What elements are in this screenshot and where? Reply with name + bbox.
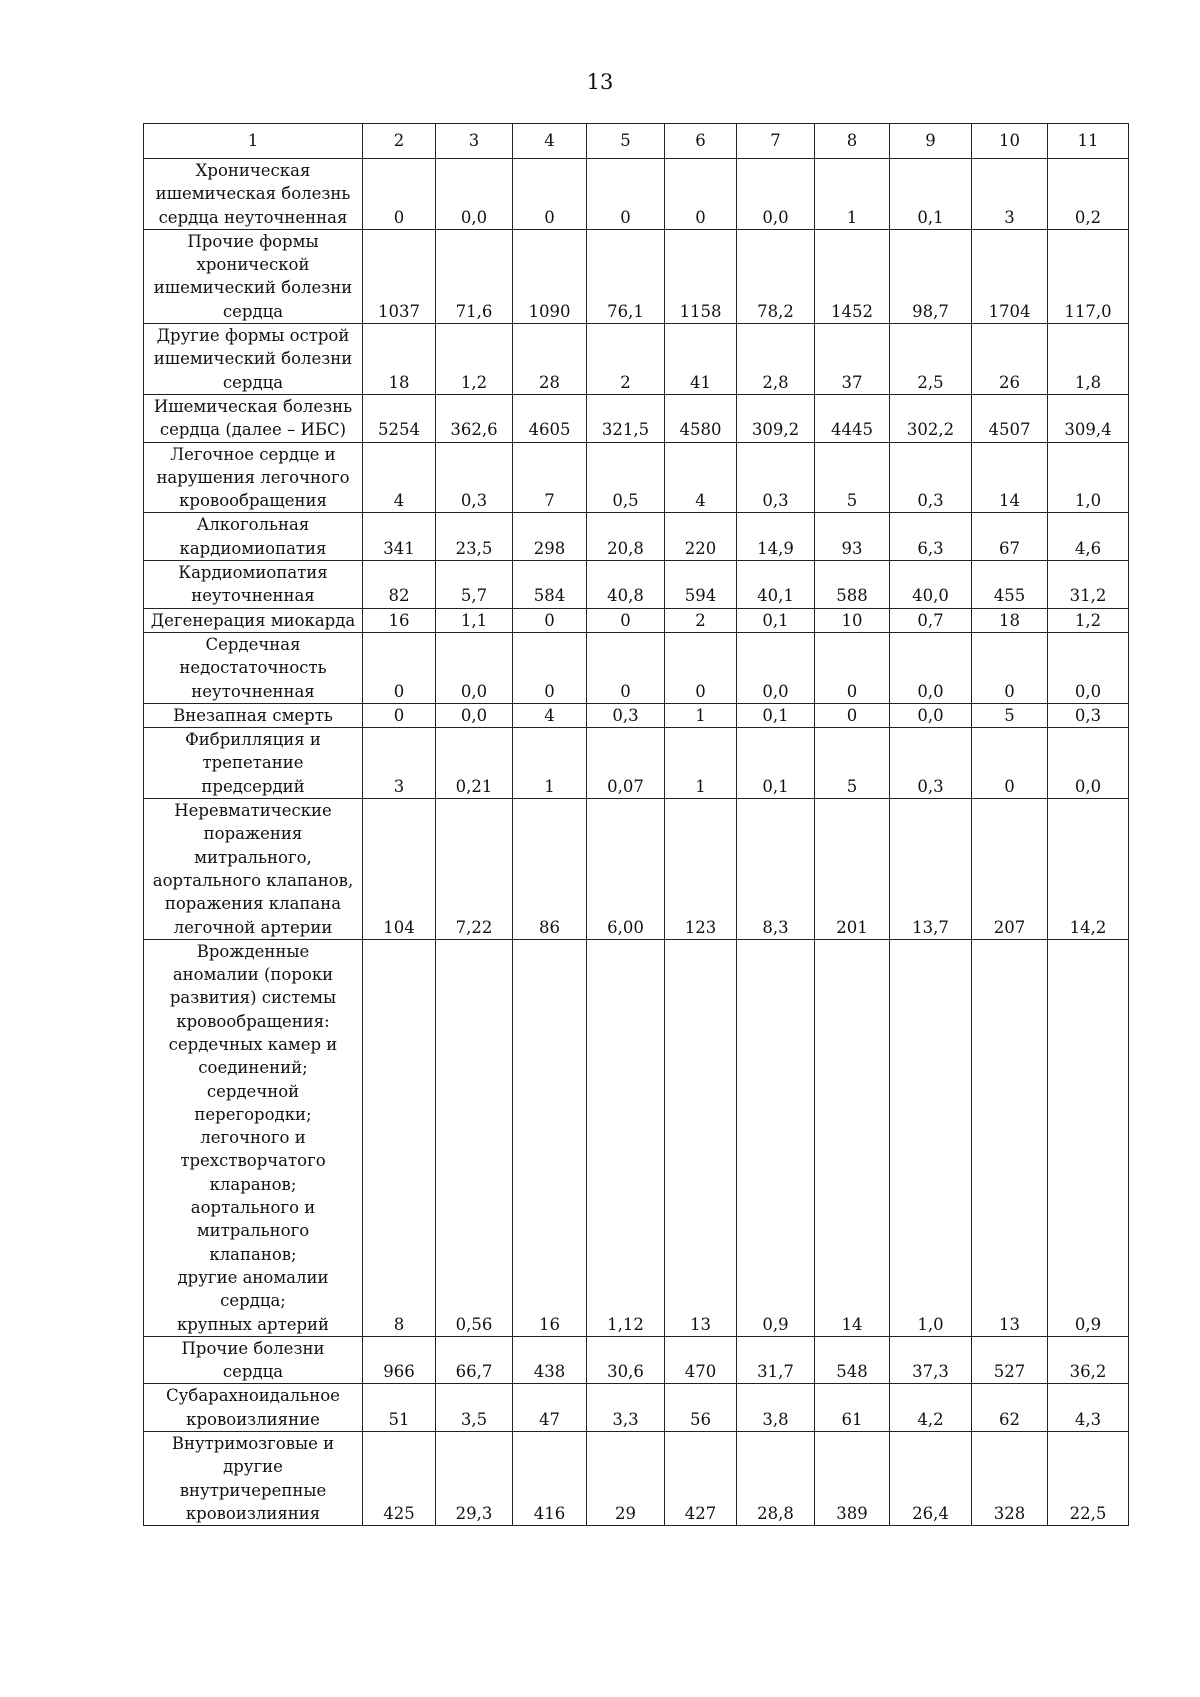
row-label-line: кровоизлияние xyxy=(186,1409,320,1429)
row-label-line: перегородки; xyxy=(194,1104,312,1124)
row-label-line: Хроническая xyxy=(195,161,311,180)
table-cell: 31,7 xyxy=(737,1336,815,1384)
table-cell: 2,5 xyxy=(890,324,972,395)
table-cell: 37 xyxy=(815,324,890,395)
row-label-line: поражения xyxy=(203,824,303,844)
row-label xyxy=(144,1336,363,1384)
column-header: 1 xyxy=(144,124,363,159)
row-label xyxy=(144,394,363,442)
table-cell: 0 xyxy=(587,632,665,703)
row-label-line: легочного и xyxy=(200,1128,306,1148)
table-cell: 3,8 xyxy=(737,1384,815,1432)
table-cell: 0,0 xyxy=(1048,728,1129,799)
row-label-line: Кардиомиопатия xyxy=(178,563,328,583)
table-cell: 23,5 xyxy=(436,513,513,561)
row-label-line: предсердий xyxy=(201,776,305,796)
table-cell: 41 xyxy=(665,324,737,395)
table-cell: 8,3 xyxy=(737,799,815,940)
table-cell: 1 xyxy=(665,703,737,727)
table-cell: 1,0 xyxy=(1048,442,1129,513)
row-label-line: сердечной xyxy=(206,1081,300,1101)
table-cell: 0,1 xyxy=(890,159,972,230)
table-cell: 584 xyxy=(513,561,587,609)
table-cell: 470 xyxy=(665,1336,737,1384)
table-cell: 4 xyxy=(363,442,436,513)
table-cell: 0,3 xyxy=(890,728,972,799)
table-cell: 0,3 xyxy=(1048,703,1129,727)
table-cell: 6,3 xyxy=(890,513,972,561)
table-cell: 16 xyxy=(363,608,436,632)
column-header: 2 xyxy=(363,124,436,159)
table-cell: 0,0 xyxy=(436,703,513,727)
row-label-line: сердца xyxy=(222,301,284,321)
row-label-line: сердца неуточненная xyxy=(158,207,348,227)
row-label-line: другие аномалии xyxy=(177,1267,329,1287)
table-cell: 5 xyxy=(815,728,890,799)
table-cell: 1,8 xyxy=(1048,324,1129,395)
table-cell: 14 xyxy=(815,939,890,1336)
table-row xyxy=(144,703,1129,727)
table-cell: 0 xyxy=(815,632,890,703)
table-cell: 966 xyxy=(363,1336,436,1384)
table-cell: 427 xyxy=(665,1432,737,1526)
table-cell: 7 xyxy=(513,442,587,513)
table-cell: 123 xyxy=(665,799,737,940)
table-cell: 51 xyxy=(363,1384,436,1432)
row-label xyxy=(144,442,363,513)
table-cell: 0,9 xyxy=(1048,939,1129,1336)
row-label-line: ишемическая болезнь xyxy=(155,184,351,204)
table-cell: 0 xyxy=(363,159,436,230)
table-cell: 2 xyxy=(587,324,665,395)
table-row xyxy=(144,394,1129,442)
table-cell: 425 xyxy=(363,1432,436,1526)
column-header: 5 xyxy=(587,124,665,159)
column-header: 6 xyxy=(665,124,737,159)
row-label xyxy=(144,1384,363,1432)
table-cell: 62 xyxy=(972,1384,1048,1432)
table-row xyxy=(144,1432,1129,1526)
row-label xyxy=(144,229,363,323)
table-cell: 28 xyxy=(513,324,587,395)
row-label-line: трехстворчатого xyxy=(180,1151,326,1171)
row-label xyxy=(144,1432,363,1526)
table-cell: 0,0 xyxy=(890,632,972,703)
row-label-line: развития) системы xyxy=(169,988,337,1008)
table-cell: 201 xyxy=(815,799,890,940)
table-cell: 4580 xyxy=(665,394,737,442)
row-label-line: митрального, xyxy=(194,847,312,867)
table-cell: 362,6 xyxy=(436,394,513,442)
row-label-line: Прочие болезни xyxy=(181,1338,325,1358)
row-label-line: Алкогольная xyxy=(196,515,310,535)
table-cell: 0,3 xyxy=(587,703,665,727)
table-cell: 0,7 xyxy=(890,608,972,632)
row-label-line: кардиомиопатия xyxy=(179,538,327,558)
table-row xyxy=(144,159,1129,230)
table-cell: 56 xyxy=(665,1384,737,1432)
row-label-line: ишемический болезни xyxy=(153,278,353,298)
table-cell: 4445 xyxy=(815,394,890,442)
table-cell: 1090 xyxy=(513,229,587,323)
table-row xyxy=(144,561,1129,609)
table-cell: 67 xyxy=(972,513,1048,561)
table-cell: 0,5 xyxy=(587,442,665,513)
table-cell: 3,5 xyxy=(436,1384,513,1432)
table-cell: 98,7 xyxy=(890,229,972,323)
row-label-line: поражения клапана xyxy=(164,894,342,914)
table-cell: 0 xyxy=(513,159,587,230)
row-label-line: ишемический болезни xyxy=(153,349,353,369)
table-cell: 0,0 xyxy=(1048,632,1129,703)
table-cell: 0,2 xyxy=(1048,159,1129,230)
table-cell: 26,4 xyxy=(890,1432,972,1526)
row-label xyxy=(144,799,363,940)
table-cell: 0,56 xyxy=(436,939,513,1336)
row-label-line: клапанов; xyxy=(209,1244,297,1264)
row-label xyxy=(144,159,363,230)
row-label-line: неуточненная xyxy=(191,586,315,606)
table-cell: 4 xyxy=(665,442,737,513)
table-cell: 548 xyxy=(815,1336,890,1384)
table-cell: 18 xyxy=(363,324,436,395)
table-cell: 0,3 xyxy=(890,442,972,513)
table-cell: 4,6 xyxy=(1048,513,1129,561)
row-label xyxy=(144,324,363,395)
column-header: 9 xyxy=(890,124,972,159)
row-label-line: сердца xyxy=(222,372,284,392)
table-cell: 0 xyxy=(363,632,436,703)
table-row xyxy=(144,513,1129,561)
table-cell: 0,3 xyxy=(436,442,513,513)
table-cell: 66,7 xyxy=(436,1336,513,1384)
table-cell: 455 xyxy=(972,561,1048,609)
table-cell: 8 xyxy=(363,939,436,1336)
table-cell: 40,1 xyxy=(737,561,815,609)
statistics-table xyxy=(143,123,1129,1526)
table-cell: 0 xyxy=(363,703,436,727)
table-cell: 0 xyxy=(665,159,737,230)
table-row xyxy=(144,939,1129,1336)
table-cell: 3 xyxy=(972,159,1048,230)
row-label-line: неуточненная xyxy=(191,681,315,701)
table-cell: 341 xyxy=(363,513,436,561)
table-cell: 13,7 xyxy=(890,799,972,940)
table-cell: 0 xyxy=(513,632,587,703)
row-label-line: другие xyxy=(223,1457,283,1477)
table-cell: 309,4 xyxy=(1048,394,1129,442)
page-number: 13 xyxy=(586,70,614,94)
table-cell: 0 xyxy=(587,608,665,632)
table-cell: 220 xyxy=(665,513,737,561)
table-cell: 0 xyxy=(665,632,737,703)
row-label-line: аортального клапанов, xyxy=(152,870,354,890)
row-label-line: Внезапная смерть xyxy=(173,705,333,725)
table-cell: 0 xyxy=(815,703,890,727)
table-cell: 389 xyxy=(815,1432,890,1526)
row-label-line: внутричерепные xyxy=(179,1480,327,1500)
table-cell: 40,0 xyxy=(890,561,972,609)
row-label-line: митрального xyxy=(196,1221,310,1241)
column-header: 7 xyxy=(737,124,815,159)
table-cell: 5254 xyxy=(363,394,436,442)
table-cell: 0,9 xyxy=(737,939,815,1336)
column-header: 10 xyxy=(972,124,1048,159)
table-cell: 4507 xyxy=(972,394,1048,442)
row-label-line: Субарахноидальное xyxy=(166,1386,340,1406)
table-cell: 0,3 xyxy=(737,442,815,513)
table-cell: 36,2 xyxy=(1048,1336,1129,1384)
column-header: 11 xyxy=(1048,124,1129,159)
table-cell: 438 xyxy=(513,1336,587,1384)
table-cell: 0 xyxy=(587,159,665,230)
table-cell: 207 xyxy=(972,799,1048,940)
table-row xyxy=(144,1384,1129,1432)
table-cell: 302,2 xyxy=(890,394,972,442)
header-row xyxy=(144,124,1129,159)
table-cell: 309,2 xyxy=(737,394,815,442)
row-label-line: Дегенерация миокарда xyxy=(150,610,356,630)
table-cell: 1,2 xyxy=(1048,608,1129,632)
table-cell: 1452 xyxy=(815,229,890,323)
table-cell: 29,3 xyxy=(436,1432,513,1526)
table-cell: 82 xyxy=(363,561,436,609)
table-cell: 0,0 xyxy=(890,703,972,727)
table-row xyxy=(144,728,1129,799)
table-cell: 1,2 xyxy=(436,324,513,395)
table-cell: 6,00 xyxy=(587,799,665,940)
row-label-line: кровообращения xyxy=(179,491,327,511)
table-cell: 86 xyxy=(513,799,587,940)
table-cell: 13 xyxy=(972,939,1048,1336)
table-cell: 1037 xyxy=(363,229,436,323)
table-row xyxy=(144,442,1129,513)
table-cell: 0 xyxy=(972,632,1048,703)
row-label-line: Фибрилляция и xyxy=(185,730,321,750)
row-label-line: нарушения легочного xyxy=(156,467,350,487)
table-cell: 76,1 xyxy=(587,229,665,323)
table-cell: 20,8 xyxy=(587,513,665,561)
table-cell: 93 xyxy=(815,513,890,561)
row-label xyxy=(144,561,363,609)
table-cell: 0,0 xyxy=(436,632,513,703)
table-cell: 1 xyxy=(513,728,587,799)
row-label-line: сердца; xyxy=(220,1291,286,1311)
column-header: 8 xyxy=(815,124,890,159)
row-label-line: крупных артерий xyxy=(176,1314,330,1334)
row-label-line: Внутримозговые и xyxy=(171,1434,335,1454)
row-label-line: аномалии (пороки xyxy=(172,965,334,985)
row-label xyxy=(144,632,363,703)
table-cell: 40,8 xyxy=(587,561,665,609)
row-label xyxy=(144,703,363,727)
table-cell: 321,5 xyxy=(587,394,665,442)
table-cell: 1,1 xyxy=(436,608,513,632)
table-cell: 4,2 xyxy=(890,1384,972,1432)
table-cell: 0,1 xyxy=(737,608,815,632)
row-label xyxy=(144,939,363,1336)
table-row xyxy=(144,324,1129,395)
table-cell: 0,21 xyxy=(436,728,513,799)
row-label-line: сердечных камер и xyxy=(168,1034,338,1054)
table-cell: 0,0 xyxy=(737,159,815,230)
row-label-line: недостаточность xyxy=(179,658,327,678)
table-row xyxy=(144,229,1129,323)
table-row xyxy=(144,608,1129,632)
table-cell: 0,1 xyxy=(737,703,815,727)
table-cell: 4,3 xyxy=(1048,1384,1129,1432)
table-cell: 1 xyxy=(815,159,890,230)
row-label xyxy=(144,513,363,561)
row-label-line: сердца (далее – ИБС) xyxy=(159,420,347,440)
table-cell: 71,6 xyxy=(436,229,513,323)
table-cell: 1,12 xyxy=(587,939,665,1336)
table-cell: 5 xyxy=(815,442,890,513)
row-label-line: Легочное сердце и xyxy=(170,444,336,464)
table-cell: 3,3 xyxy=(587,1384,665,1432)
table-cell: 1158 xyxy=(665,229,737,323)
table-cell: 0,1 xyxy=(737,728,815,799)
table-cell: 3 xyxy=(363,728,436,799)
table-cell: 527 xyxy=(972,1336,1048,1384)
table-cell: 328 xyxy=(972,1432,1048,1526)
row-label-line: кровообращения: xyxy=(176,1011,330,1031)
table-cell: 13 xyxy=(665,939,737,1336)
table-cell: 0,0 xyxy=(436,159,513,230)
table-cell: 0,07 xyxy=(587,728,665,799)
table-cell: 0 xyxy=(972,728,1048,799)
table-cell: 16 xyxy=(513,939,587,1336)
table-cell: 416 xyxy=(513,1432,587,1526)
table-cell: 594 xyxy=(665,561,737,609)
table-cell: 2 xyxy=(665,608,737,632)
table-cell: 28,8 xyxy=(737,1432,815,1526)
column-header: 3 xyxy=(436,124,513,159)
table-cell: 31,2 xyxy=(1048,561,1129,609)
table-cell: 61 xyxy=(815,1384,890,1432)
row-label-line: Неревматические xyxy=(174,801,332,821)
table-cell: 0 xyxy=(513,608,587,632)
row-label-line: соединений; xyxy=(198,1058,308,1078)
table-cell: 1 xyxy=(665,728,737,799)
table-cell: 298 xyxy=(513,513,587,561)
column-header: 4 xyxy=(513,124,587,159)
row-label-line: Врожденные xyxy=(196,941,310,961)
table-cell: 78,2 xyxy=(737,229,815,323)
row-label-line: Прочие формы xyxy=(187,231,319,251)
table-cell: 5,7 xyxy=(436,561,513,609)
table-cell: 26 xyxy=(972,324,1048,395)
table-row xyxy=(144,632,1129,703)
row-label-line: сердца xyxy=(222,1362,284,1382)
table-cell: 14,9 xyxy=(737,513,815,561)
row-label-line: Сердечная xyxy=(205,634,301,654)
row-label xyxy=(144,728,363,799)
table-cell: 4605 xyxy=(513,394,587,442)
table-row xyxy=(144,799,1129,940)
table-cell: 14 xyxy=(972,442,1048,513)
row-label-line: легочной артерии xyxy=(173,917,333,937)
table-cell: 14,2 xyxy=(1048,799,1129,940)
table-cell: 22,5 xyxy=(1048,1432,1129,1526)
row-label xyxy=(144,608,363,632)
table-cell: 10 xyxy=(815,608,890,632)
row-label-line: кларанов; xyxy=(209,1174,297,1194)
table-cell: 7,22 xyxy=(436,799,513,940)
row-label-line: аортального и xyxy=(190,1198,316,1218)
table-cell: 47 xyxy=(513,1384,587,1432)
table-cell: 18 xyxy=(972,608,1048,632)
table-cell: 30,6 xyxy=(587,1336,665,1384)
table-cell: 0,0 xyxy=(737,632,815,703)
row-label-line: трепетание xyxy=(202,753,304,773)
table-cell: 104 xyxy=(363,799,436,940)
table-cell: 117,0 xyxy=(1048,229,1129,323)
table-cell: 2,8 xyxy=(737,324,815,395)
table-cell: 29 xyxy=(587,1432,665,1526)
table-cell: 1,0 xyxy=(890,939,972,1336)
row-label-line: кровоизлияния xyxy=(185,1503,321,1523)
table-cell: 4 xyxy=(513,703,587,727)
table-cell: 588 xyxy=(815,561,890,609)
row-label-line: хронической xyxy=(196,255,310,275)
table-cell: 1704 xyxy=(972,229,1048,323)
row-label-line: Другие формы острой xyxy=(156,326,350,346)
row-label-line: Ишемическая болезнь xyxy=(153,396,353,416)
table-row xyxy=(144,1336,1129,1384)
table-cell: 5 xyxy=(972,703,1048,727)
table-cell: 37,3 xyxy=(890,1336,972,1384)
